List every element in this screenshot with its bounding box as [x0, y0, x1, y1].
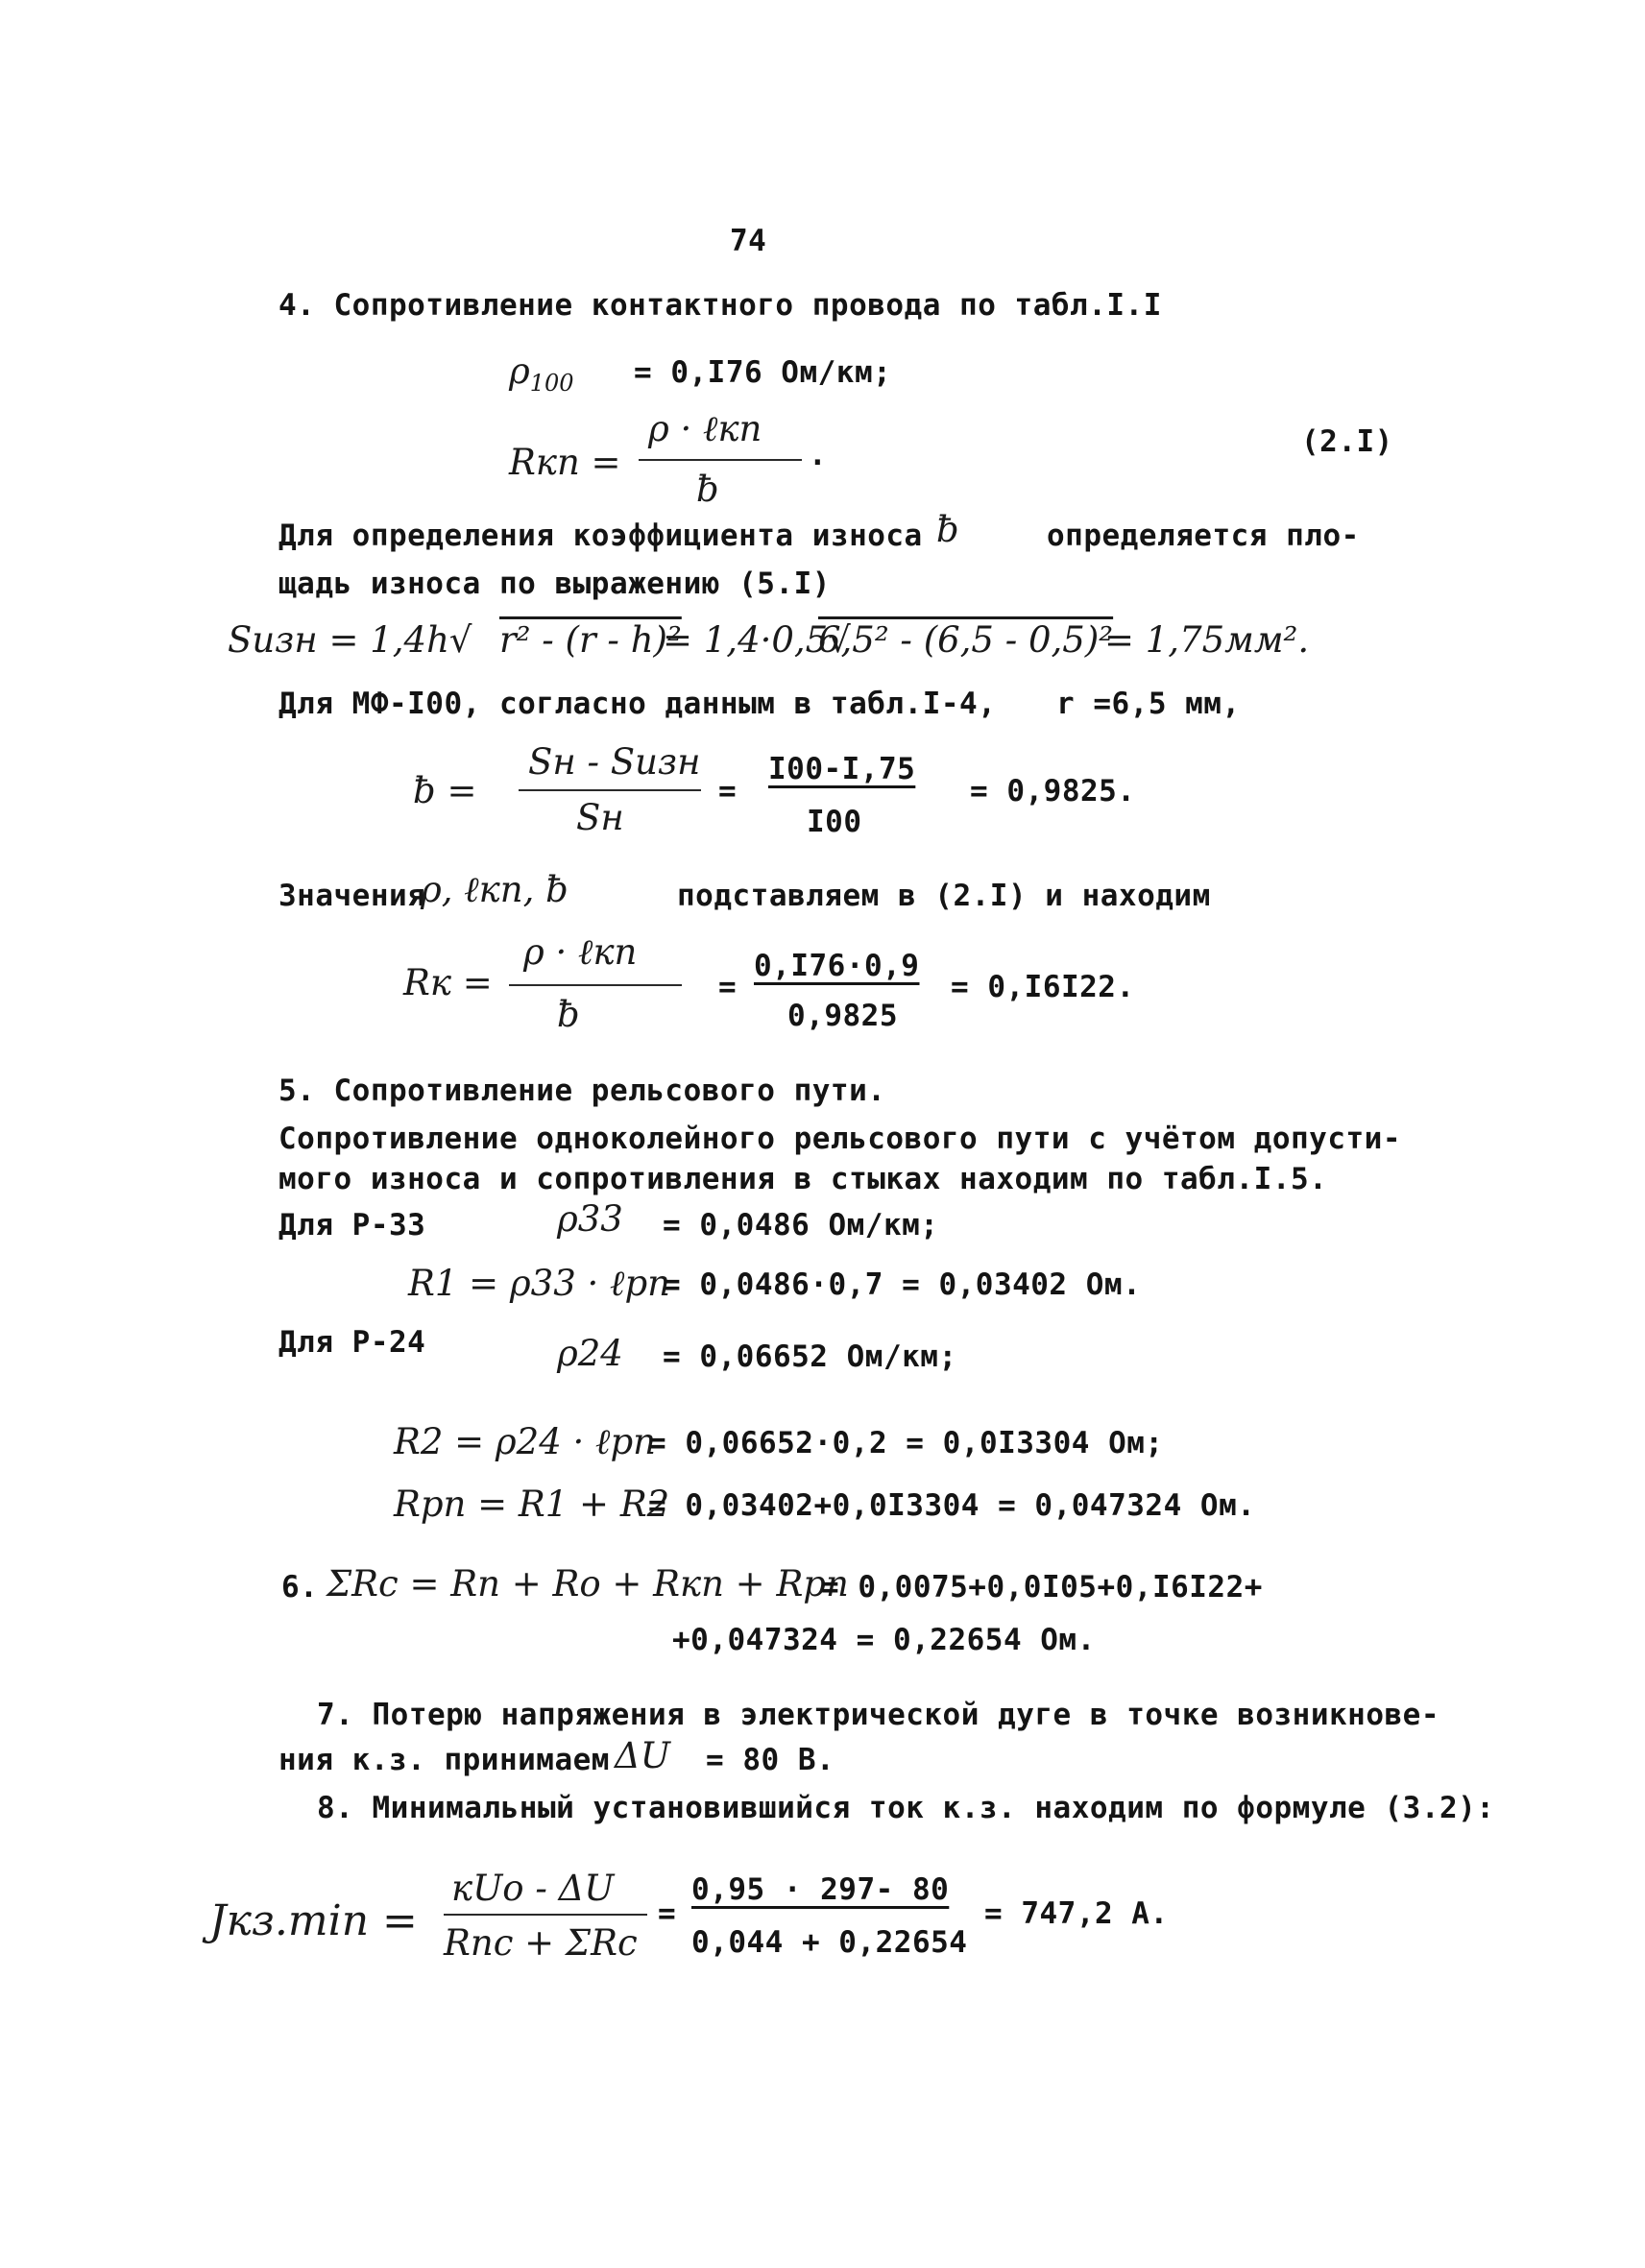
mf100-radius: r =6,5 мм, [1056, 687, 1241, 721]
rho100-value: = 0,I76 Ом/км; [634, 355, 892, 390]
delta-u-symbol: ΔU [615, 1735, 670, 1776]
rk-lhs: Rк = [403, 962, 493, 1003]
r1-lhs: R1 = ρ33 · ℓрп [408, 1263, 670, 1304]
p24-value: = 0,06652 Ом/км; [663, 1339, 957, 1374]
formula-lhs: Rкп = [509, 442, 621, 483]
p24-label: Для Р-24 [278, 1325, 426, 1360]
page-number: 74 [730, 224, 767, 258]
section-5-line1: Сопротивление одноколейного рельсового пути с учётом допусти- [278, 1122, 1401, 1156]
jmin-frac-num: кUо - ΔU [451, 1868, 615, 1909]
r1-value: = 0,0486·0,7 = 0,03402 Ом. [663, 1267, 1142, 1302]
section-5-line2: мого износа и сопротивления в стыках находим по табл.I.5. [278, 1162, 1328, 1196]
rk-num: ρ · ℓкп [523, 931, 638, 973]
section-6-val1: = 0,0075+0,0I05+0,I6I22+ [821, 1570, 1263, 1604]
sizn-radicand-a: r² - (r - h)² [499, 619, 682, 661]
rpn-value: = 0,03402+0,0I3304 = 0,047324 Ом. [648, 1488, 1256, 1523]
section-6-prefix: 6. [281, 1570, 319, 1604]
formula-numerator: ρ · ℓкп [648, 408, 762, 449]
rk-num-value: 0,I76·0,9 [754, 949, 920, 983]
rho-subscript: 100 [529, 370, 574, 397]
b-eq: = [718, 774, 738, 808]
sizn-part-b: = 1,4·0,5√ [663, 619, 851, 661]
b-lhs: ƀ = [413, 770, 477, 811]
jmin-lhs: Jкз.min = [209, 1896, 418, 1945]
section-7-line2-start: ния к.з. принимаем [278, 1743, 610, 1777]
b-den: I00 [807, 805, 862, 839]
p33-rho: ρ33 [557, 1198, 623, 1240]
jmin-den: 0,044 + 0,22654 [691, 1925, 968, 1960]
jmin-result: = 747,2 А. [984, 1896, 1169, 1931]
wear-text-end: определяется пло- [1047, 519, 1360, 553]
rpn-lhs: Rрп = R1 + R2 [394, 1484, 670, 1525]
b-result: = 0,9825. [970, 774, 1136, 808]
values-symbols: ρ, ℓкп, ƀ [421, 869, 568, 910]
section-4-heading: 4. Сопротивление контактного провода по табл.I.I [278, 288, 1162, 323]
formula-tail: . [809, 438, 828, 472]
equation-label: (2.I) [1301, 424, 1393, 459]
wear-area-text: щадь износа по выражению (5.I) [278, 567, 831, 601]
jmin-frac-den: Rпс + ΣRс [444, 1922, 638, 1964]
formula-denominator: ƀ [696, 469, 719, 510]
section-5-heading: 5. Сопротивление рельсового пути. [278, 1074, 886, 1108]
rk-eq: = [718, 970, 738, 1004]
values-text-end: подставляем в (2.I) и находим [677, 879, 1211, 913]
jmin-num: 0,95 · 297- 80 [691, 1872, 950, 1907]
r2-lhs: R2 = ρ24 · ℓрп [394, 1421, 656, 1462]
sizn-part-a: Sизн = 1,4h√ [228, 619, 472, 661]
p24-rho: ρ24 [557, 1333, 623, 1374]
wear-text-start: Для определения коэффициента износа [278, 519, 923, 553]
rk-den-value: 0,9825 [787, 999, 898, 1033]
rk-den: ƀ [557, 994, 580, 1035]
values-text-start: Значения [278, 879, 426, 913]
sizn-result: = 1,75мм². [1104, 619, 1310, 661]
rho-symbol: ρ [509, 350, 530, 392]
section-8-line1: 8. Минимальный установившийся ток к.з. находим по формуле (3.2): [317, 1791, 1495, 1825]
b-frac-den: Sн [576, 797, 624, 838]
wear-symbol: ƀ [936, 509, 959, 550]
section-7-line1: 7. Потерю напряжения в электрической дуге в точке возникнове- [317, 1698, 1439, 1732]
jmin-eq: = [658, 1896, 677, 1931]
section-6-val2: +0,047324 = 0,22654 Ом. [672, 1623, 1096, 1657]
p33-value: = 0,0486 Ом/км; [663, 1208, 939, 1243]
p33-label: Для Р-33 [278, 1208, 426, 1243]
mf100-text: Для МФ-I00, согласно данным в табл.I-4, [278, 687, 997, 721]
section-7-line2-end: = 80 В. [706, 1743, 835, 1777]
b-num: I00-I,75 [768, 752, 916, 786]
section-6-lhs: ΣRс = Rп + Rо + Rкп + Rрп [327, 1563, 849, 1604]
rk-result: = 0,I6I22. [951, 970, 1135, 1004]
b-frac-num: Sн - Sизн [528, 741, 701, 783]
sizn-radicand-b: 6,5² - (6,5 - 0,5)² [818, 619, 1114, 661]
r2-value: = 0,06652·0,2 = 0,0I3304 Ом; [648, 1426, 1164, 1460]
